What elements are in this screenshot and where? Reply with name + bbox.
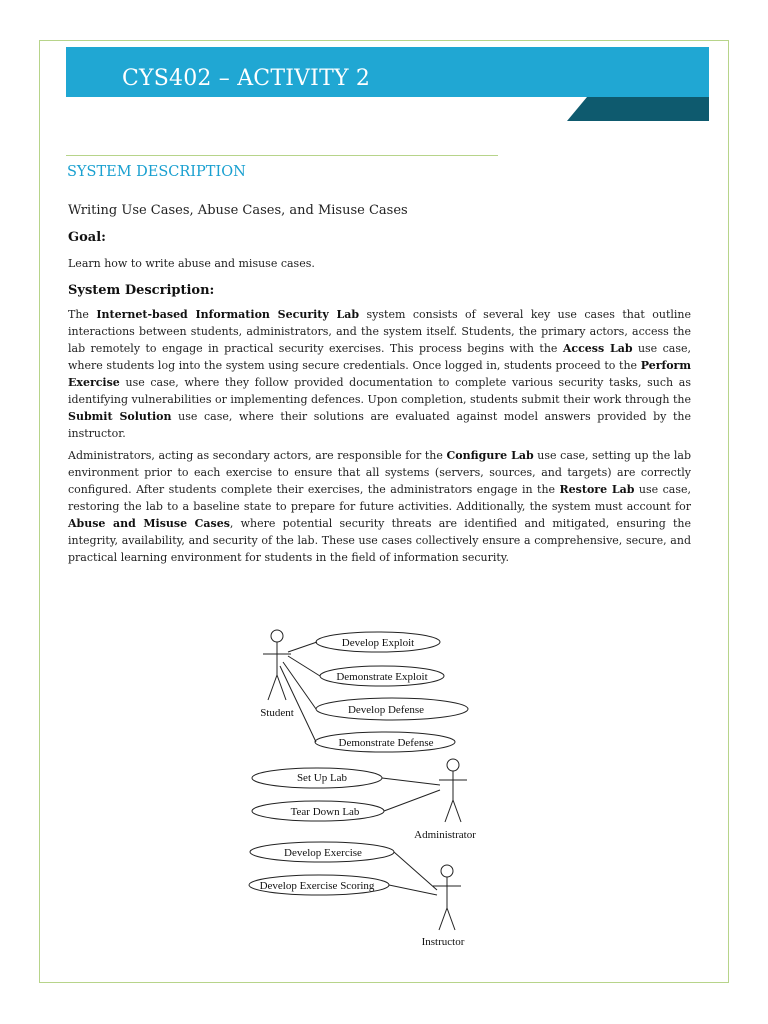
administrator-actor-figure [439,759,467,822]
goal-label: Goal: [68,230,106,245]
actor-label-instructor: Instructor [421,936,465,948]
use-case-label-develop-exercise-scoring: Develop Exercise Scoring [259,880,375,892]
document-subtitle: Writing Use Cases, Abuse Cases, and Misuse Cases [68,203,408,218]
banner-tab-decoration [567,97,709,121]
system-description-label: System Description: [68,283,215,298]
instructor-actor-figure [433,865,461,930]
paragraph-administrators: Administrators, acting as secondary actors, are responsible for the Configure Lab use case, setting up the lab environment prior to each exercise to ensure that all systems (servers, sources, and targets) are correctly configured. After students complete their exercises, the administrators engage in the Restore Lab use case, restoring the lab to a baseline state to prepare for future activities. Additionally, the system must account for Abuse and Misuse Cases, where potential security threats are identified and mitigated, ensuring the integrity, availability, and security of the lab. These use cases collectively ensure a comprehensive, secure, and practical learning environment for students in the field of information security. [68,449,691,564]
page-title: CYS402 – ACTIVITY 2 [122,66,371,91]
section-heading: SYSTEM DESCRIPTION [67,164,246,180]
use-case-label-develop-exercise: Develop Exercise [284,847,362,859]
use-case-label-develop-exploit: Develop Exploit [341,637,415,649]
section-divider [66,155,498,156]
actor-label-student: Student [260,707,294,719]
student-actor-figure [263,630,291,700]
use-case-diagram [240,620,490,960]
use-case-label-tear-down-lab: Tear Down Lab [290,806,360,818]
paragraph-use-cases: The Internet-based Information Security Lab system consists of several key use cases that outline interactions between students, administrators, and the system itself. Students, the primary actors, access the lab remotely to engage in practical security exercises. This process begins with the Access Lab use case, where students log into the system using secure credentials. Once logged in, students proceed to the Perform Exercise use case, where they follow provided documentation to complete various security tasks, such as identifying vulnerabilities or implementing defences. Upon completion, students submit their work through the Submit Solution use case, where their solutions are evaluated against model answers provided by the instructor. [68,308,692,440]
actor-label-administrator: Administrator [414,829,476,841]
use-case-label-set-up-lab: Set Up Lab [296,772,348,784]
use-case-label-demonstrate-exploit: Demonstrate Exploit [336,671,428,683]
goal-text: Learn how to write abuse and misuse cases. [68,257,315,270]
use-case-label-demonstrate-defense: Demonstrate Defense [338,737,434,749]
use-case-label-develop-defense: Develop Defense [347,704,425,716]
